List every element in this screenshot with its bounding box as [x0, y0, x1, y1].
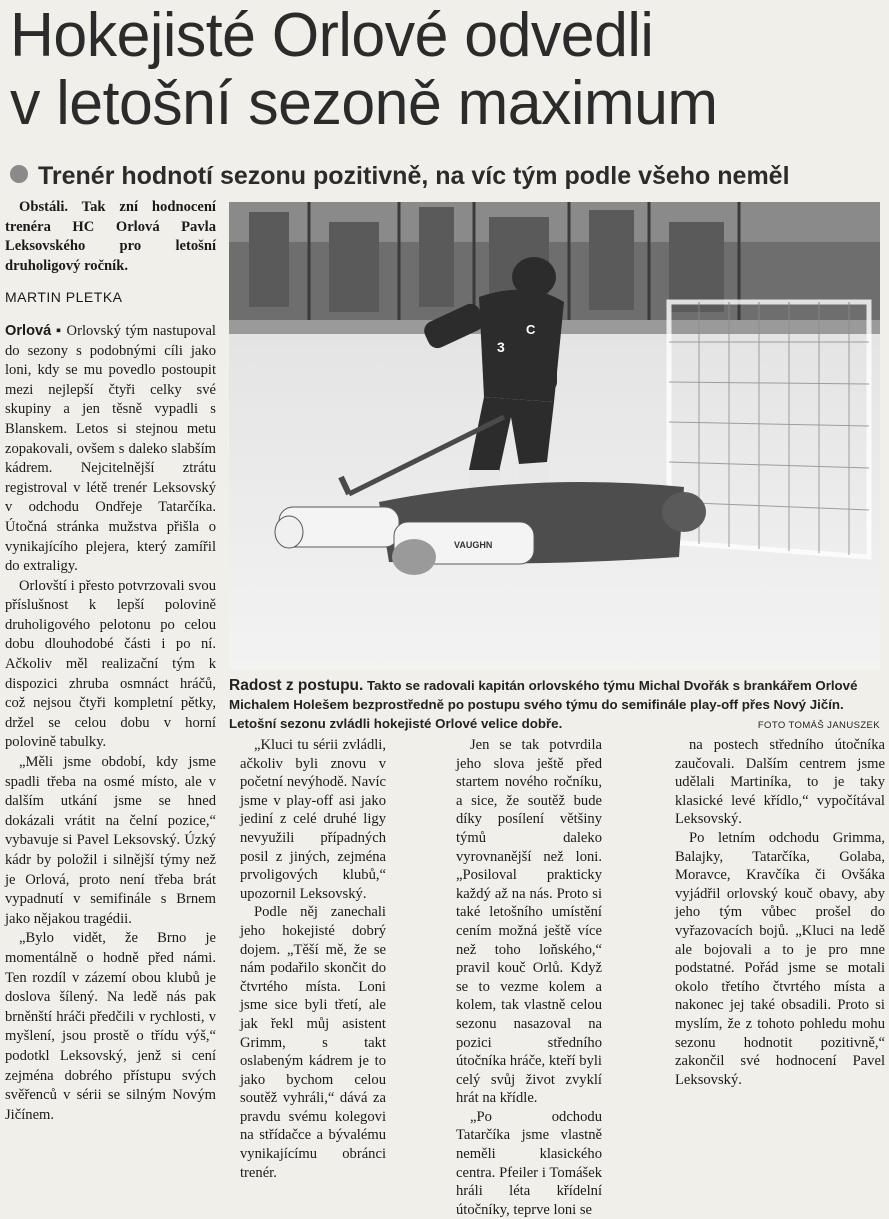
body-paragraph: „Měli jsme období, kdy jsme spadli třeba na osmé místo, ale v dalším utkání jsme se hned dokázali vrátit na čelní pozice,“ vybavuje si Pavel Leksovský. Úzký kádr by položil i silnější týmy než je Orlová, proto není třeba brát vypadnutí v semifinále s Brnem jako nějakou tragédii.	[5, 754, 216, 927]
headline-line-2: v letošní sezoně maximum	[10, 69, 718, 138]
body-paragraph: „Po odchodu Tatarčíka jsme vlastně neměli klasického centra. Pfeiler i Tomášek hráli léta křídelní útočníky, teprve loni se	[456, 1108, 602, 1218]
dateline: Orlová	[5, 322, 52, 339]
article-columns	[240, 736, 885, 1218]
lead-paragraph: Obstáli. Tak zní hodnocení trenéra HC Orlová Pavla Leksovského pro letošní druholigový ročník.	[5, 199, 216, 274]
body-paragraph: Jen se tak potvrdila jeho slova ještě před startem nového ročníku, a sice, že soutěž bude díky posílení většiny týmů daleko vyrovnanější než loni. „Posiloval prakticky každý až na nás. Proto si také letošního umístění cením možná ještě více než toho loňského,“ pravil kouč Orlů. Když se to vezme kolem a kolem, tak vlastně celou sezonu nasazoval na pozici středního útočníka hráče, kteří byli celý svůj život zvyklí hrát na křídle.	[456, 737, 602, 1107]
body-paragraph: Podle něj zanechali jeho hokejisté dobrý dojem. „Těší mě, že se nám podařilo skončit do čtvrtého místa. Loni jsme sice byli třetí, ale jak řekl můj asistent Grimm, s takt oslabeným kádrem je to jako bychom celou soutěž vyhráli,“ dává za pravdu svému kolegovi na střídačce a bývalému vynikajícímu obránci trenér.	[240, 904, 386, 1181]
headline-line-1: Hokejisté Orlové odvedli	[10, 1, 654, 70]
bullet-dot-icon	[10, 165, 28, 183]
headline	[10, 2, 868, 138]
captain-mark: C	[526, 322, 536, 337]
photo-caption	[229, 676, 880, 735]
body-paragraph: Orlová ▪ Orlovský tým nastupoval do sezony s podobnými cíli jako loni, kdy se mu povedlo postoupit mezi nejlepší čtyři celky své skupiny a jen těsně vypadli s Blanskem. Letos si stejnou metu zopakovali, ovšem s daleko slabším kádrem. Nejcitelnější ztrátu registroval v létě trenér Leksovský v odchodu Ondřeje Tatarčíka. Útočná stránka mužstva přišla o vynikajícího plejera, který zamířil do extraligy.	[5, 322, 216, 575]
body-paragraph: Po letním odchodu Grimma, Balajky, Tatarčíka, Golaba, Moravce, Kravčíka či Ovšáka vyjádřil orlovský kouč obavy, aby jeho tým vůbec prošel do vyřazovacích bojů. „Kluci na ledě ale bojovali a to je pro mne podstatné. Pořád jsme se motali okolo třetího čtvrtého místa a nakonec jej také obsadili. Proto si myslím, že z tohoto pohledu mohu sezonu hodnotit pozitivně,“ zakončil své hodnocení Pavel Leksovský.	[675, 829, 885, 1088]
photo-credit: FOTO TOMÁŠ JANUSZEK	[757, 720, 880, 731]
caption-text: Takto se radovali kapitán orlovského týmu Michal Dvořák s brankářem Orlové Michalem Holešem bezprostředně po postupu svého týmu do semifinále play-off přes Nový Jičín. Letošní sezonu zvládli hokejisté Orlové velice dobře.	[229, 678, 858, 731]
column-4	[675, 736, 885, 1089]
body-paragraph: „Kluci tu sérii zvládli, ačkoliv byli znovu v početní nevýhodě. Navíc jsme v play-off asi jako jediní z celé druhé ligy nevyužili případných posil z jiných, zejména prvoligových klubů,“ upozornil Leksovský.	[240, 737, 386, 902]
photo-illustration	[229, 202, 880, 669]
body-paragraph: Orlovští i přesto potvrzovali svou příslušnost k lepší polovině druholigového pelotonu po celou dobu dlouhodobé části i po ní. Ačkoliv měl realizační tým k dispozici zhruba osmnáct hráčů, což nejsou čtyři kompletní pětky, držel se celou dobu v horní polovině tabulky.	[5, 577, 216, 751]
column-2	[240, 736, 386, 1182]
subheadline-text: Trenér hodnotí sezonu pozitivně, na víc tým podle všeho neměl	[38, 162, 790, 190]
subheadline	[10, 160, 885, 192]
body-paragraph: na postech středního útočníka zaučovali. Dalším centrem jsme udělali Martiníka, to je taky klasické levé křídlo,“ vypočítával Leksovský.	[675, 737, 885, 828]
column-3	[456, 736, 602, 1219]
hockey-photo	[229, 202, 880, 669]
body-paragraph: „Bylo vidět, že Brno je momentálně o hodně před námi. Ten rozdíl v zázemí obou klubů je doslova šílený. Na ledě nás pak brněnští hráči předčili v rychlosti, v myšlení, jsou prostě o třídu výš,“ podotkl Leksovský, jenž si cení zejména dobrého přístupu svých svěřenců v sérii se silným Novým Jičínem.	[5, 930, 216, 1123]
left-column	[5, 198, 216, 1125]
pad-brand: VAUGHN	[454, 540, 493, 550]
jersey-number: 3	[497, 339, 505, 355]
caption-head: Radost z postupu.	[229, 677, 364, 694]
author-byline: MARTIN PLETKA	[5, 289, 123, 306]
